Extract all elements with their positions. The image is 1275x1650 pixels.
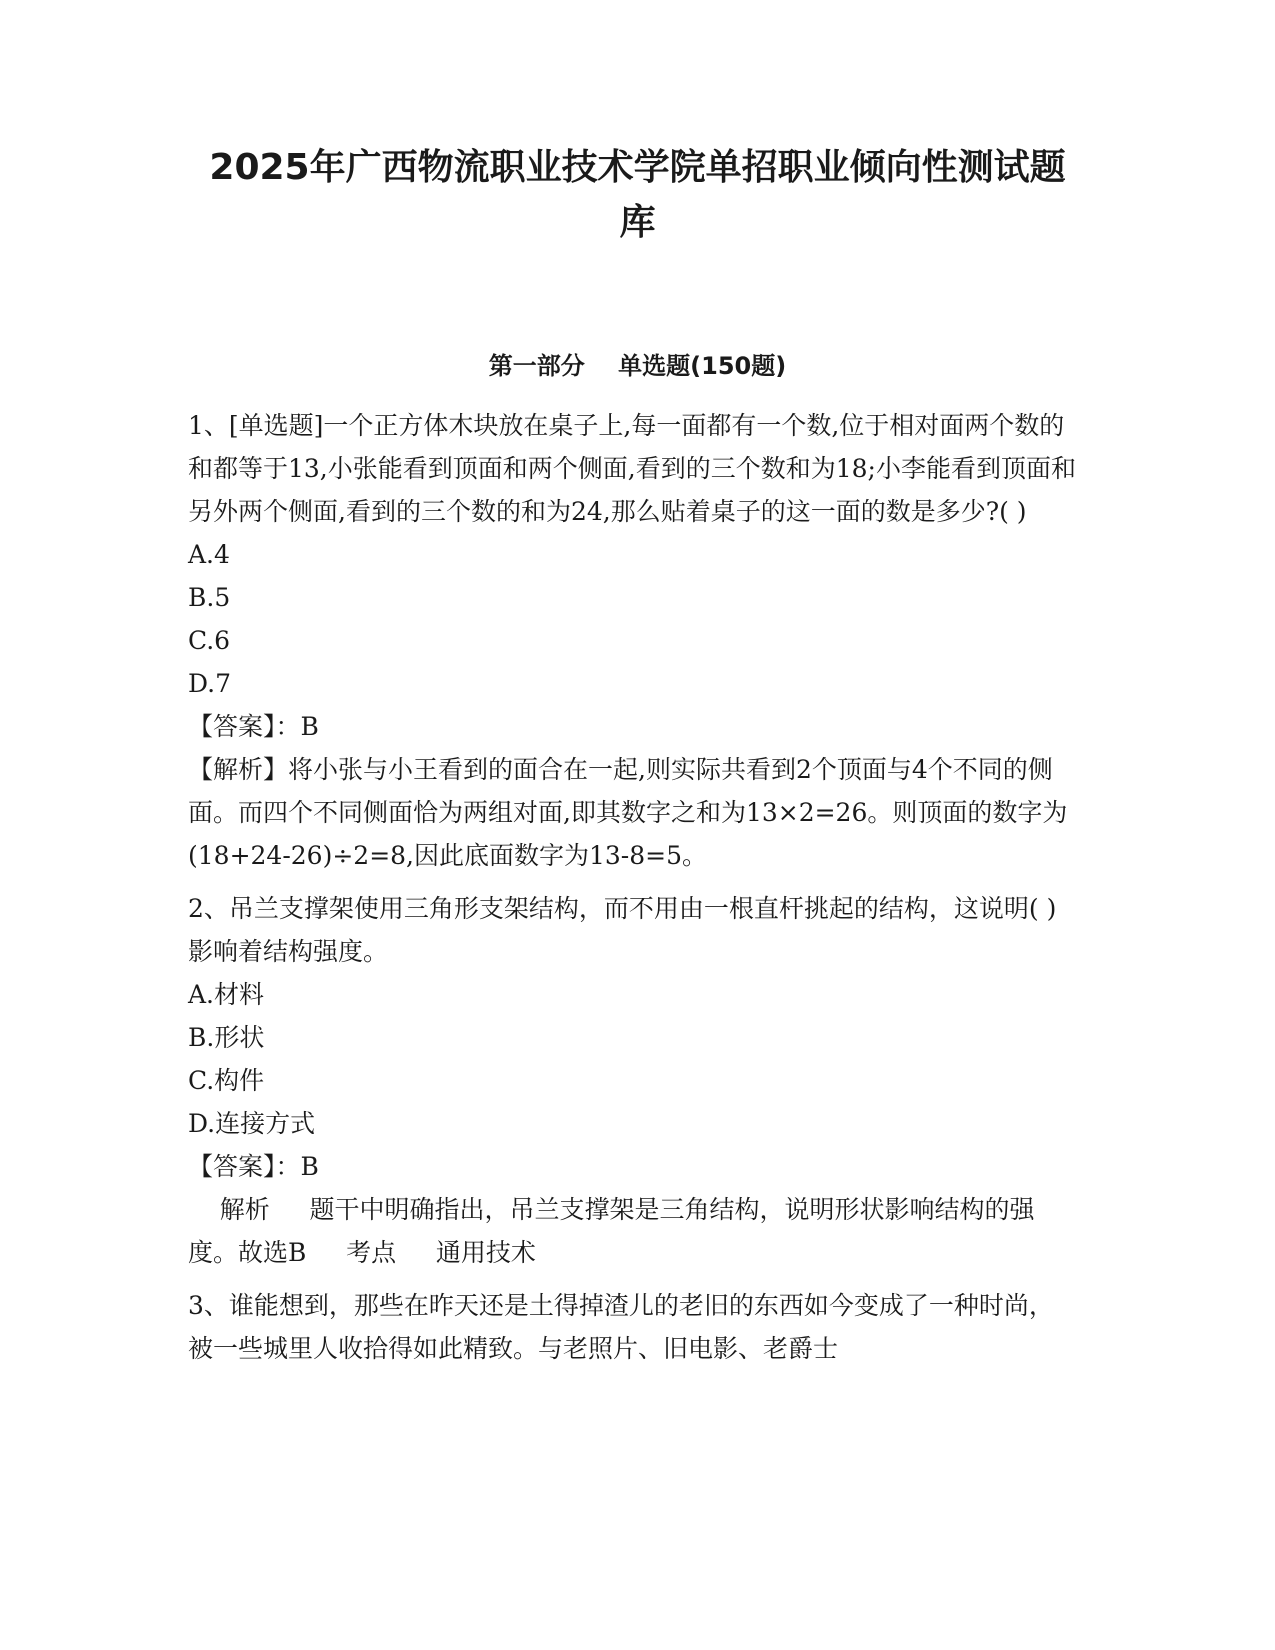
option-a: A.4 — [188, 540, 230, 569]
option-d: D.7 — [188, 669, 232, 698]
section-heading: 第一部分 单选题(150题) — [488, 352, 787, 380]
question-stem: 1、[单选题]一个正方体木块放在桌子上,每一面都有一个数,位于相对面两个数的和都等于13,小张能看到顶面和两个侧面,看到的三个数和为18;小李能看到顶面和另外两个侧面,看到的三个数的和为24,那么贴着桌子的这一面的数是多少?( ) — [188, 411, 1076, 526]
document-title — [150, 140, 1125, 250]
option-b: B.5 — [188, 583, 231, 612]
document-title-line-2: 库 — [619, 202, 656, 243]
question-2 — [188, 887, 1078, 1274]
analysis: 解析 题干中明确指出，吊兰支撑架是三角结构，说明形状影响结构的强度。故选B 考点 通用技术 — [188, 1195, 1035, 1267]
question-stem: 2、吊兰支撑架使用三角形支架结构，而不用由一根直杆挑起的结构，这说明( )影响着结构强度。 — [188, 894, 1057, 966]
option-a: A.材料 — [188, 980, 265, 1009]
question-1 — [188, 404, 1078, 877]
option-c: C.构件 — [188, 1066, 265, 1095]
option-b: B.形状 — [188, 1023, 265, 1052]
option-d: D.连接方式 — [188, 1109, 316, 1138]
analysis: 【解析】将小张与小王看到的面合在一起,则实际共看到2个顶面与4个不同的侧面。而四个不同侧面恰为两组对面,即其数字之和为13×2=26。则顶面的数字为(18+24-26)÷2=8,因此底面数字为13-8=5。 — [188, 755, 1068, 870]
answer: 【答案】：B — [188, 712, 319, 741]
question-3 — [188, 1284, 1078, 1370]
question-list — [188, 404, 1078, 1380]
document-title-line-1: 2025年广西物流职业技术学院单招职业倾向性测试题 — [209, 147, 1066, 188]
option-c: C.6 — [188, 626, 231, 655]
question-stem: 3、谁能想到，那些在昨天还是土得掉渣儿的老旧的东西如今变成了一种时尚，被一些城里人收拾得如此精致。与老照片、旧电影、老爵士 — [188, 1291, 1054, 1363]
answer: 【答案】：B — [188, 1152, 319, 1181]
